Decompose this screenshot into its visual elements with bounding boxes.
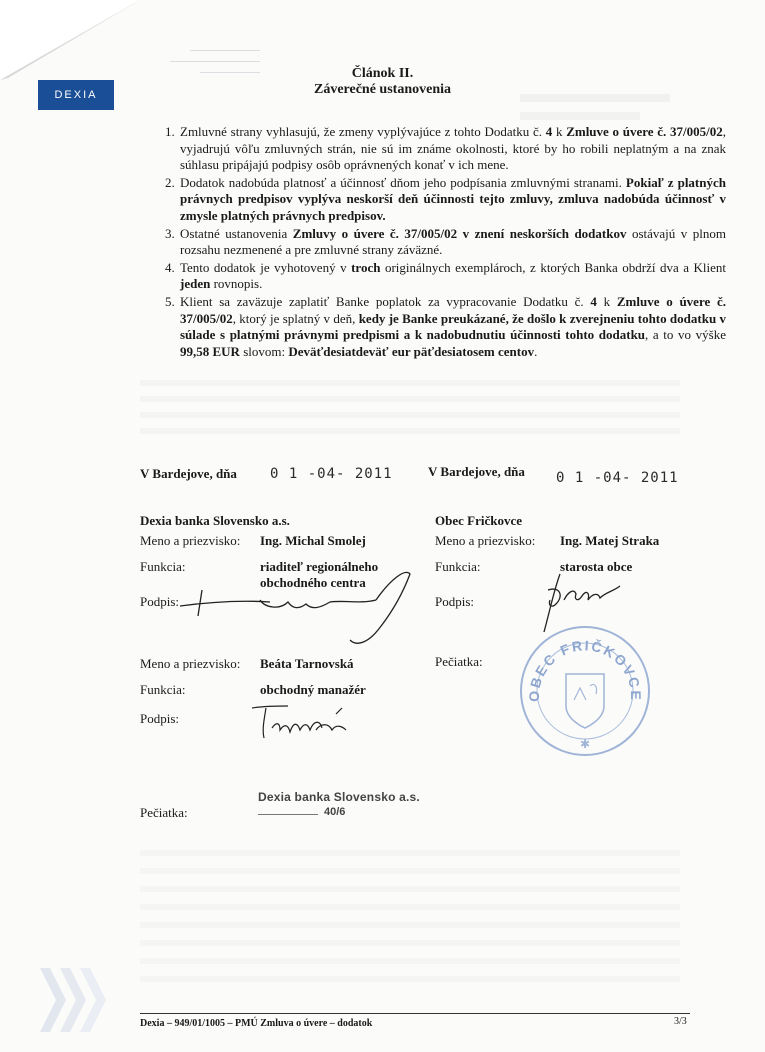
clause-text: . bbox=[534, 343, 538, 359]
clause-text: , vyjadrujú vôľu zmluvných strán, nie sú im známe okolnosti, ktoré by ho robili neplatným a na znak súhlasu pripájajú podpisy osôb oprávnených konať v ich mene. bbox=[180, 124, 726, 173]
bleed-through-mark bbox=[140, 380, 680, 440]
signer1-signature-label: Podpis: bbox=[140, 594, 180, 609]
clause-text: Dodatok nadobúda platnosť a účinnosť dňom jeho podpísania zmluvnými stranami. bbox=[180, 174, 626, 190]
clauses-list bbox=[140, 124, 726, 361]
clause-item bbox=[178, 294, 726, 360]
signer2-function: obchodný manažér bbox=[260, 682, 366, 697]
clause-bold-text: Pokiaľ z platných právnych predpisov vyplýva neskorší deň účinnosti tejto zmluvy, zmluva nadobúda účinnosť v zmysle platných právnych predpisov. bbox=[180, 174, 726, 223]
bank-stamp-line bbox=[258, 814, 318, 815]
footer-reference: Dexia – 949/01/1005 – PMÚ Zmluva o úvere – dodatok bbox=[140, 1018, 373, 1029]
signer1-function-label: Funkcia: bbox=[140, 559, 186, 574]
clause-bold-text: Zmluvy o úvere č. 37/005/02 v znení neskorších dodatkov bbox=[292, 225, 627, 241]
clause-text: Ostatné ustanovenia bbox=[180, 225, 293, 241]
left-date: 0 1 -04- 2011 bbox=[270, 466, 393, 482]
signer1-name-label: Meno a priezvisko: bbox=[140, 533, 241, 548]
clause-item bbox=[178, 226, 726, 259]
bank-stamp-label: Pečiatka: bbox=[140, 805, 188, 820]
municipality-round-stamp bbox=[518, 624, 652, 758]
right-place-label: V Bardejove, dňa bbox=[428, 464, 525, 479]
clause-text: Zmluvné strany vyhlasujú, že zmeny vyplývajúce z tohto Dodatku č. bbox=[180, 124, 546, 139]
clause-text: k bbox=[596, 293, 617, 309]
bank-name: Dexia banka Slovensko a.s. bbox=[140, 513, 290, 528]
chevron-decoration-icon bbox=[40, 960, 110, 1040]
svg-text:OBEC FRIČKOVCE bbox=[526, 637, 644, 702]
clause-text: Tento dodatok je vyhotovený v bbox=[180, 259, 352, 275]
article-title: Záverečné ustanovenia bbox=[313, 82, 451, 97]
clause-bold-text: kedy je Banke preukázané, že došlo k zverejneniu tohto dodatku v súlade s platnými právnymi predpismi a k nadobudnutiu účinnosti tohto dodatku bbox=[180, 310, 726, 343]
clause-bold-text: jeden bbox=[180, 276, 211, 292]
signature-smolej bbox=[180, 560, 420, 650]
municipality-stamp-label: Pečiatka: bbox=[435, 654, 483, 669]
signer2-name: Beáta Tarnovská bbox=[260, 656, 354, 671]
clause-item bbox=[178, 124, 726, 174]
clause-text: , ktorý je splatný v deň, bbox=[232, 310, 359, 326]
article-number: Článok II. bbox=[351, 66, 414, 81]
right-date: 0 1 -04- 2011 bbox=[556, 470, 679, 486]
municipality-name: Obec Fričkovce bbox=[435, 513, 522, 528]
svg-text:✱: ✱ bbox=[579, 737, 591, 751]
clause-text: Klient sa zaväzuje zaplatiť Banke poplatok za vypracovanie Dodatku č. bbox=[180, 293, 591, 309]
round-stamp-text: OBEC FRIČKOVCE bbox=[525, 637, 645, 702]
clause-bold-text: Zmluve o úvere č. 37/005/02 bbox=[566, 124, 723, 139]
mayor-function: starosta obce bbox=[560, 559, 633, 574]
mayor-name: Ing. Matej Straka bbox=[560, 533, 660, 548]
clause-text: , a to vo výške bbox=[645, 327, 726, 343]
signer2-name-label: Meno a priezvisko: bbox=[140, 656, 241, 671]
dexia-logo: DEXIA bbox=[38, 80, 114, 110]
clause-text: originálnych exemplároch, z ktorých Banka obdrží dva a Klient bbox=[380, 259, 726, 275]
bank-stamp-name: Dexia banka Slovensko a.s. bbox=[258, 790, 420, 804]
clause-bold-text: 4 bbox=[545, 124, 553, 139]
signer1-name: Ing. Michal Smolej bbox=[260, 533, 366, 548]
clause-item bbox=[178, 175, 726, 225]
clause-bold-text: Deväťdesiatdeväť eur päťdesiatosem centov bbox=[288, 343, 535, 359]
mayor-signature-label: Podpis: bbox=[435, 594, 475, 609]
clause-text: k bbox=[552, 124, 567, 139]
mayor-name-label: Meno a priezvisko: bbox=[435, 533, 536, 548]
signature-tarnovska bbox=[250, 700, 360, 750]
clause-bold-text: troch bbox=[351, 259, 381, 275]
clause-item bbox=[178, 260, 726, 293]
clause-text: rovnopis. bbox=[210, 276, 263, 292]
clause-bold-text: Zmluve o úvere č. 37/005/02 bbox=[180, 293, 726, 326]
left-place-label: V Bardejove, dňa bbox=[140, 466, 237, 481]
mayor-function-label: Funkcia: bbox=[435, 559, 481, 574]
signer2-function-label: Funkcia: bbox=[140, 682, 186, 697]
bleed-through-mark bbox=[140, 850, 680, 990]
clause-text: slovom: bbox=[239, 343, 289, 359]
signer1-function-line1: riaditeľ regionálneho bbox=[260, 559, 379, 574]
clause-text: ostávajú v plnom rozsahu nezmenené a pre zmluvné strany záväzné. bbox=[180, 225, 727, 258]
bank-stamp-number: 40/6 bbox=[324, 806, 346, 818]
signer2-signature-label: Podpis: bbox=[140, 711, 180, 726]
clause-bold-text: 99,58 EUR bbox=[180, 343, 240, 359]
page-number: 3/3 bbox=[674, 1016, 687, 1027]
footer-rule bbox=[140, 1013, 690, 1014]
signer1-function-line2: obchodného centra bbox=[260, 575, 366, 590]
clause-bold-text: 4 bbox=[590, 293, 597, 309]
